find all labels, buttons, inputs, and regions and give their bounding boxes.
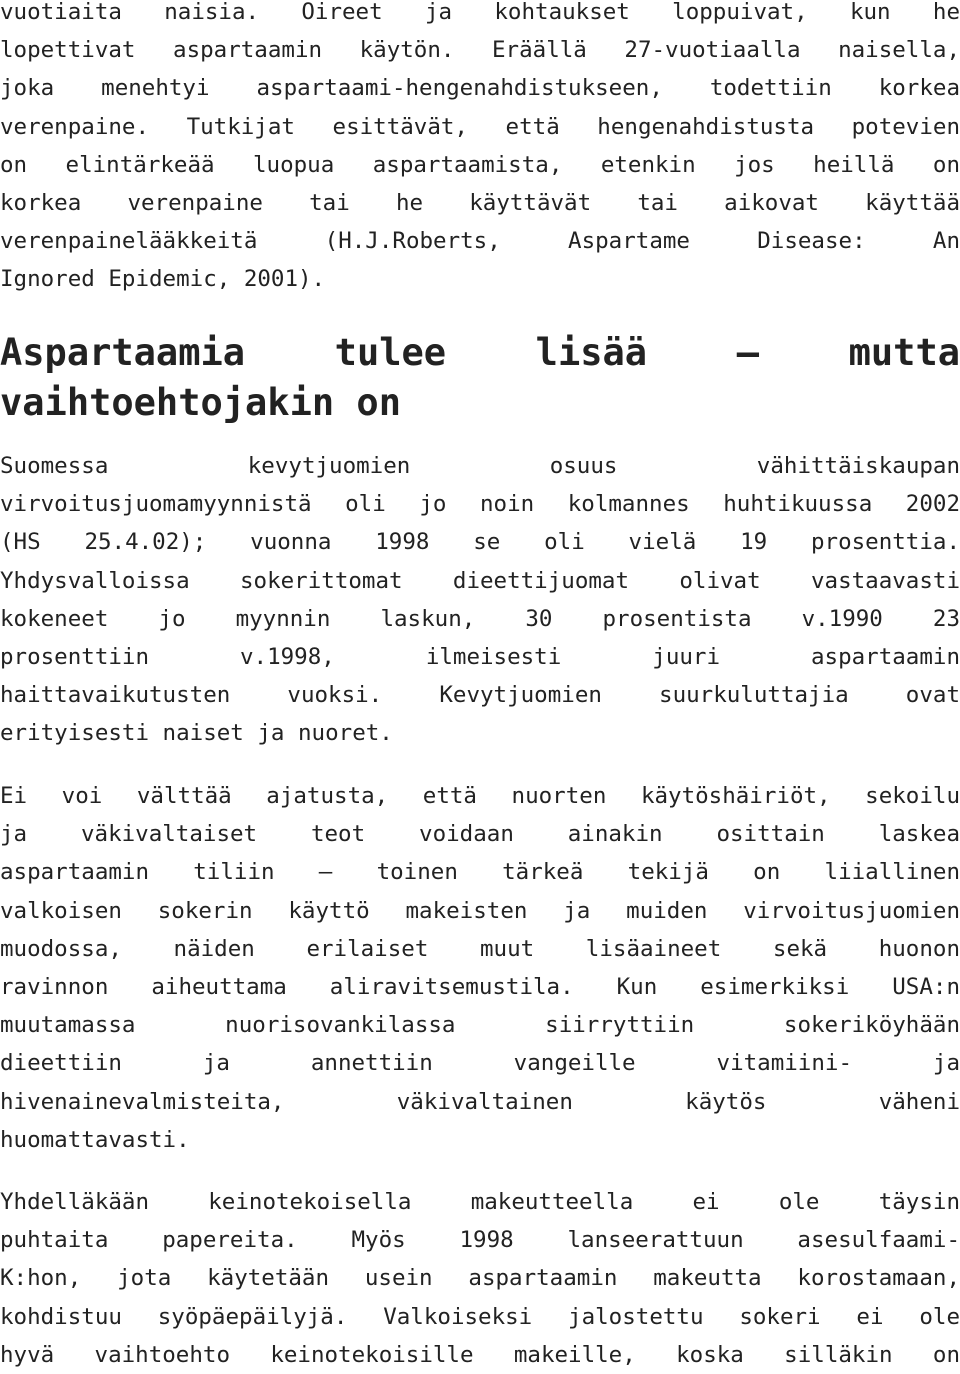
text-line: prosenttiin v.1998, ilmeisesti juuri aspartaamin xyxy=(0,643,960,670)
text-line: valkoisen sokerin käyttö makeisten ja muiden virvoitusjuomien xyxy=(0,897,960,924)
text-line: verenpainelääkkeitä (H.J.Roberts, Aspartame Disease: An xyxy=(0,228,960,255)
text-line: ravinnon aiheuttama aliravitsemustila. Kun esimerkiksi USA:n xyxy=(0,973,960,1000)
paragraph-light-drinks-share xyxy=(0,447,960,753)
text-line: kokeneet jo myynnin laskun, 30 prosentista v.1990 23 xyxy=(0,605,960,632)
text-line: puhtaita papereita. Myös 1998 lanseerattuun asesulfaami- xyxy=(0,1227,960,1254)
paragraph-aspartame-breathing xyxy=(0,0,960,299)
text-line: dieettiin ja annettiin vangeille vitamiini- ja xyxy=(0,1050,960,1077)
text-line: hivenainevalmisteita, väkivaltainen käytös väheni xyxy=(0,1088,960,1115)
text-line: ja väkivaltaiset teot voidaan ainakin osittain laskea xyxy=(0,821,960,848)
text-line: vuotiaita naisia. Oireet ja kohtaukset loppuivat, kun he xyxy=(0,0,960,25)
paragraph-artificial-sweeteners xyxy=(0,1183,960,1374)
text-line: kohdistuu syöpäepäilyjä. Valkoiseksi jalostettu sokeri ei ole xyxy=(0,1303,960,1330)
text-line: Ei voi välttää ajatusta, että nuorten käytöshäiriöt, sekoilu xyxy=(0,783,960,809)
text-line: Yhdysvalloissa sokerittomat dieettijuomat olivat vastaavasti xyxy=(0,567,960,594)
text-line: aspartaamin tiliin – toinen tärkeä tekijä on liiallinen xyxy=(0,859,960,886)
text-line: muutamassa nuorisovankilassa siirryttiin sokeriköyhään xyxy=(0,1012,960,1039)
text-line: lopettivat aspartaamin käytön. Eräällä 27-vuotiaalla naisella, xyxy=(0,37,960,64)
text-line: K:hon, jota käytetään usein aspartaamin makeutta korostamaan, xyxy=(0,1265,960,1292)
text-line: virvoitusjuomamyynnistä oli jo noin kolmannes huhtikuussa 2002 xyxy=(0,491,960,518)
text-line: Yhdelläkään keinotekoisella makeutteella ei ole täysin xyxy=(0,1189,960,1215)
text-line: verenpaine. Tutkijat esittävät, että hengenahdistusta potevien xyxy=(0,113,960,140)
text-line: haittavaikutusten vuoksi. Kevytjuomien suurkuluttajia ovat xyxy=(0,682,960,709)
text-line: muodossa, näiden erilaiset muut lisäaineet sekä huonon xyxy=(0,935,960,962)
text-line: hyvä vaihtoehto keinotekoisille makeille, koska silläkin on xyxy=(0,1341,960,1368)
section-heading xyxy=(0,328,960,428)
heading-line: vaihtoehtojakin on xyxy=(0,381,401,424)
text-line: joka menehtyi aspartaami-hengenahdistukseen, todettiin korkea xyxy=(0,75,960,102)
heading-line: Aspartaamia tulee lisää – mutta xyxy=(0,331,960,374)
text-line: huomattavasti. xyxy=(0,1126,190,1153)
text-line: erityisesti naiset ja nuoret. xyxy=(0,720,393,747)
text-line: on elintärkeää luopua aspartaamista, etenkin jos heillä on xyxy=(0,151,960,178)
text-line: Ignored Epidemic, 2001). xyxy=(0,266,326,293)
text-line: korkea verenpaine tai he käyttävät tai aikovat käyttää xyxy=(0,189,960,216)
text-line: Suomessa kevytjuomien osuus vähittäiskaupan xyxy=(0,453,960,479)
paragraph-behaviour-disorders xyxy=(0,777,960,1159)
text-line: (HS 25.4.02); vuonna 1998 se oli vielä 19 prosenttia. xyxy=(0,529,960,556)
